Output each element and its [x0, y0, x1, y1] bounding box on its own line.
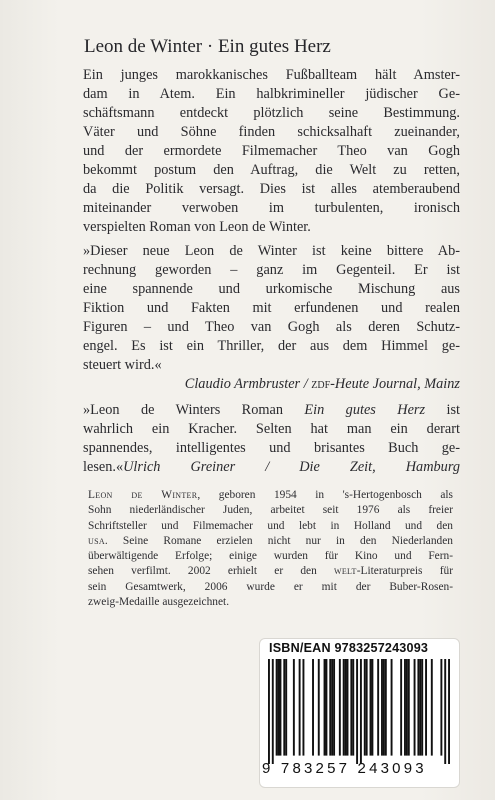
- blurb-line: Väter und Söhne finden schicksalhaft zueinander,: [83, 124, 460, 140]
- source-publication: -Heute Journal, Mainz: [330, 376, 460, 392]
- bio-line: sein Gesamtwerk, 2006 wurde er mit der Buber-Rosen-: [88, 580, 453, 593]
- blurb-line: dam in Atem. Ein halbkrimineller jüdischer Ge-: [83, 86, 460, 102]
- barcode-bar: [293, 659, 295, 756]
- blurb-line: miteinander verwoben im turbulenten, ironisch: [83, 200, 460, 216]
- barcode-bar: [383, 659, 385, 756]
- barcode-bar: [268, 659, 270, 764]
- barcode-bar: [324, 659, 326, 756]
- bio-line: überwältigende Erfolge; einige wurden für Kino und Fern-: [88, 550, 453, 563]
- title-separator: ·: [206, 36, 214, 57]
- barcode-bar: [356, 659, 358, 764]
- barcode-bar: [425, 659, 427, 756]
- blurb-line: bekommt postum den Auftrag, die Welt zu retten,: [83, 162, 460, 178]
- source-person: Claudio Armbruster: [184, 376, 301, 392]
- bio-line: Leon de Winter, geboren 1954 in 's-Hertogenbosch als: [88, 489, 453, 501]
- barcode-bar: [283, 659, 285, 756]
- barcode-bar: [400, 659, 402, 756]
- barcode-bar: [329, 659, 331, 756]
- barcode-bar: [325, 659, 327, 756]
- barcode-bar: [278, 659, 280, 756]
- barcode-bar: [448, 659, 450, 764]
- barcode-bar: [419, 659, 421, 756]
- barcode-bar: [414, 659, 416, 756]
- barcode-digits: 9 783257 243093: [262, 760, 427, 777]
- barcode-bar: [312, 659, 314, 756]
- barcode-bar: [385, 659, 387, 756]
- barcode-bar: [364, 659, 366, 756]
- barcode-bar: [366, 659, 368, 756]
- blurb-line: und der ermordete Filmemacher Theo van Gogh: [83, 143, 460, 159]
- barcode-bar: [272, 659, 274, 764]
- barcode-bar: [318, 659, 320, 756]
- barcode-bar: [352, 659, 354, 756]
- barcode-bar: [431, 659, 433, 756]
- bio-line: zweig-Medaille ausgezeichnet.: [88, 596, 230, 609]
- review-quote-greiner: [83, 401, 460, 477]
- barcode-bar: [408, 659, 410, 756]
- quote-line: eine spannende und urkomische Mischung aus: [83, 281, 460, 297]
- barcode-bar: [391, 659, 393, 756]
- barcode-bar: [440, 659, 442, 756]
- barcode-bar: [333, 659, 335, 756]
- barcode-bar: [360, 659, 362, 764]
- barcode-bar: [279, 659, 281, 756]
- bio-author-name: Leon de Winter: [88, 489, 198, 501]
- quote-line: lesen.«Ulrich Greiner / Die Zeit, Hamburg: [83, 459, 460, 475]
- barcode-bar: [417, 659, 419, 756]
- barcode-bar: [347, 659, 349, 756]
- barcode-bar: [370, 659, 372, 756]
- barcode-bar: [285, 659, 287, 756]
- barcode-bar: [302, 659, 304, 756]
- bio-line: usa. Seine Romane erzielen nicht nur in den Niederlanden: [88, 534, 453, 547]
- blurb-line: verspielten Roman von Leon de Winter.: [83, 219, 311, 235]
- quote-line: wahrlich ein Kracher. Selten hat man ein derart: [83, 421, 460, 437]
- blurb-line: da die Politik versagt. Dies ist alles atemberaubend: [83, 181, 460, 197]
- barcode-bar: [381, 659, 383, 756]
- quote-line: »Dieser neue Leon de Winter ist keine bittere Ab-: [83, 243, 460, 259]
- barcode-bar: [406, 659, 408, 756]
- barcode-bar: [345, 659, 347, 756]
- barcode-bar: [377, 659, 379, 756]
- quote-line: Fiktion und Fakten mit erfundenen und realen: [83, 300, 460, 316]
- author-name: Leon de Winter: [84, 36, 203, 57]
- book-title: Ein gutes Herz: [217, 36, 331, 57]
- source-org: zdf: [311, 376, 331, 392]
- barcode-bar: [339, 659, 341, 756]
- quote-line: »Leon de Winters Roman Ein gutes Herz ist: [83, 402, 460, 418]
- barcode-bar: [350, 659, 352, 756]
- barcode-bar: [299, 659, 301, 756]
- blurb-line: Ein junges marokkanisches Fußballteam hält Amster-: [83, 67, 460, 83]
- quote-source: Claudio Armbruster / zdf-Heute Journal, Mainz: [184, 376, 460, 392]
- isbn-ean-text: ISBN/EAN 9783257243093: [269, 641, 429, 655]
- quote-source: Ulrich Greiner / Die Zeit, Hamburg: [123, 459, 460, 475]
- quote-line: spannendes, intelligentes und brisantes Buch ge-: [83, 440, 460, 456]
- barcode-bar: [276, 659, 278, 756]
- blurb-line: schäftsmann entdeckt plötzlich seine Bestimmung.: [83, 105, 460, 121]
- barcode-bar: [331, 659, 333, 756]
- quote-line: rechnung geworden – ganz im Gegenteil. Er ist: [83, 262, 460, 278]
- barcode-bar: [371, 659, 373, 756]
- barcode-bar: [444, 659, 446, 764]
- quote-line: Figuren – und Theo van Gogh als deren Schutz-: [83, 319, 460, 335]
- quoted-book-title: Ein gutes Herz: [304, 402, 426, 418]
- bio-line: Sohn niederländischer Juden, arbeitet seit 1976 als freier: [88, 504, 453, 517]
- barcode-bar: [343, 659, 345, 756]
- quote-line: steuert wird.«: [83, 357, 162, 373]
- quote-line: engel. Es ist ein Thriller, der aus dem Himmel ge-: [83, 338, 460, 354]
- barcode-bars: [268, 659, 450, 764]
- bio-line: sehen verfilmt. 2002 erhielt er den welt-Literaturpreis für: [88, 565, 453, 578]
- cover-heading: [84, 36, 464, 58]
- review-quote-armbruster: [83, 242, 460, 394]
- bio-line: Schriftsteller und Filmemacher und lebt in Holland und den: [88, 519, 453, 532]
- author-biography: [88, 488, 453, 610]
- barcode-bar: [421, 659, 423, 756]
- barcode-bar: [404, 659, 406, 756]
- blurb-paragraph: [83, 66, 460, 237]
